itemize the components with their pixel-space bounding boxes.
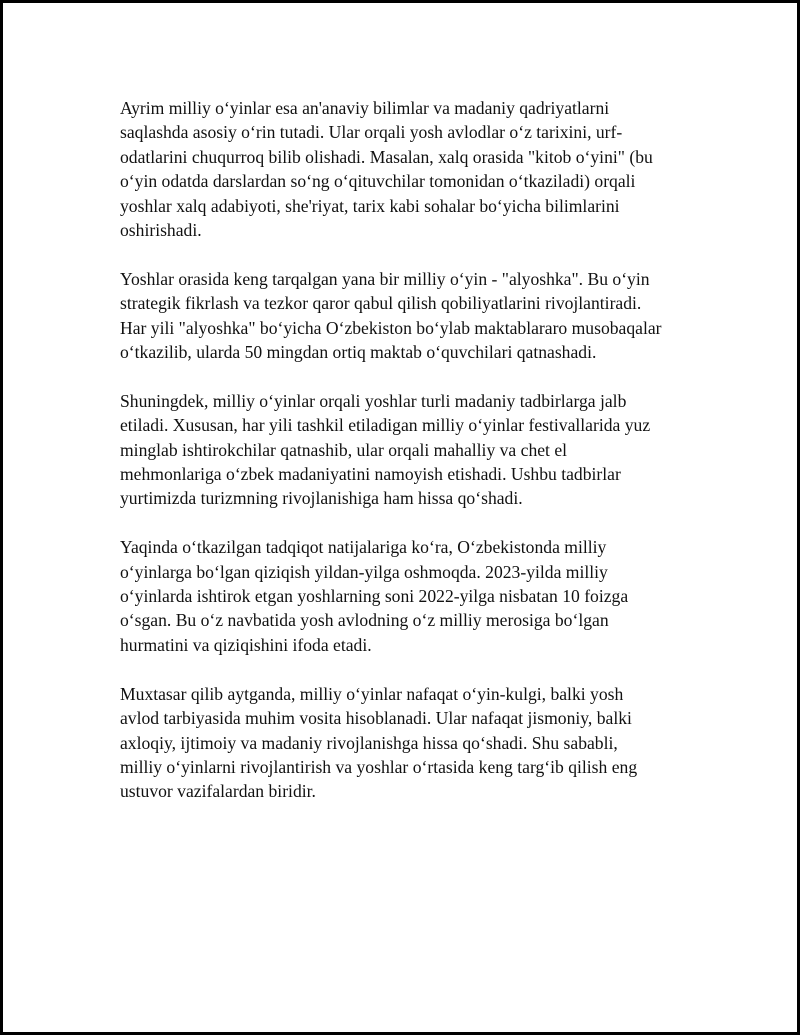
text-line: axloqiy, ijtimoiy va madaniy rivojlanishga hissa qo‘shadi. Shu sababli, <box>120 732 618 753</box>
text-line: hurmatini va qiziqishini ifoda etadi. <box>120 634 372 655</box>
text-line: o‘tkazilib, ularda 50 mingdan ortiq maktab o‘quvchilari qatnashadi. <box>120 342 597 363</box>
text-line: milliy o‘yinlarni rivojlantirish va yoshlar o‘rtasida keng targ‘ib qilish eng <box>120 756 638 777</box>
text-line: avlod tarbiyasida muhim vosita hisoblanadi. Ular nafaqat jismoniy, balki <box>120 708 632 729</box>
paragraph-5 <box>120 682 680 804</box>
paragraph-4 <box>120 535 680 657</box>
text-line: o‘yin odatda darslardan so‘ng o‘qituvchilar tomonidan o‘tkaziladi) orqali <box>120 171 636 192</box>
text-line: strategik fikrlash va tezkor qaror qabul qilish qobiliyatlarini rivojlantiradi. <box>120 293 642 314</box>
text-line: yoshlar xalq adabiyoti, she'riyat, tarix kabi sohalar bo‘yicha bilimlarini <box>120 195 620 216</box>
text-line: saqlashda asosiy o‘rin tutadi. Ular orqali yosh avlodlar o‘z tarixini, urf- <box>120 122 623 143</box>
text-line: mehmonlariga o‘zbek madaniyatini namoyish etishadi. Ushbu tadbirlar <box>120 464 621 485</box>
text-line: ustuvor vazifalardan biridir. <box>120 781 316 802</box>
text-line: odatlarini chuqurroq bilib olishadi. Masalan, xalq orasida "kitob o‘yini" (bu <box>120 146 653 167</box>
text-line: Ayrim milliy o‘yinlar esa an'anaviy bilimlar va madaniy qadriyatlarni <box>120 98 610 118</box>
text-line: o‘yinlarda ishtirok etgan yoshlarning soni 2022-yilga nisbatan 10 foizga <box>120 586 629 607</box>
text-line: etiladi. Xususan, har yili tashkil etiladigan milliy o‘yinlar festivallarida yuz <box>120 415 651 436</box>
text-line: Yoshlar orasida keng tarqalgan yana bir milliy o‘yin - "alyoshka". Bu o‘yin <box>120 268 650 289</box>
text-line: o‘sgan. Bu o‘z navbatida yosh avlodning o‘z milliy merosiga bo‘lgan <box>120 610 609 631</box>
text-line: Yaqinda o‘tkazilgan tadqiqot natijalariga ko‘ra, O‘zbekistonda milliy <box>120 537 607 558</box>
text-line: Muxtasar qilib aytganda, milliy o‘yinlar nafaqat o‘yin-kulgi, balki yosh <box>120 683 624 704</box>
document-body <box>120 96 680 828</box>
paragraph-1 <box>120 96 680 242</box>
paragraph-2 <box>120 267 680 365</box>
text-line: Shuningdek, milliy o‘yinlar orqali yoshlar turli madaniy tadbirlarga jalb <box>120 390 627 411</box>
paragraph-3 <box>120 389 680 511</box>
text-line: Har yili "alyoshka" bo‘yicha O‘zbekiston bo‘ylab maktablararo musobaqalar <box>120 317 662 338</box>
text-line: yurtimizda turizmning rivojlanishiga ham hissa qo‘shadi. <box>120 488 523 509</box>
text-line: oshirishadi. <box>120 220 202 241</box>
text-line: minglab ishtirokchilar qatnashib, ular orqali mahalliy va chet el <box>120 439 568 460</box>
text-line: o‘yinlarga bo‘lgan qiziqish yildan-yilga oshmoqda. 2023-yilda milliy <box>120 561 608 582</box>
